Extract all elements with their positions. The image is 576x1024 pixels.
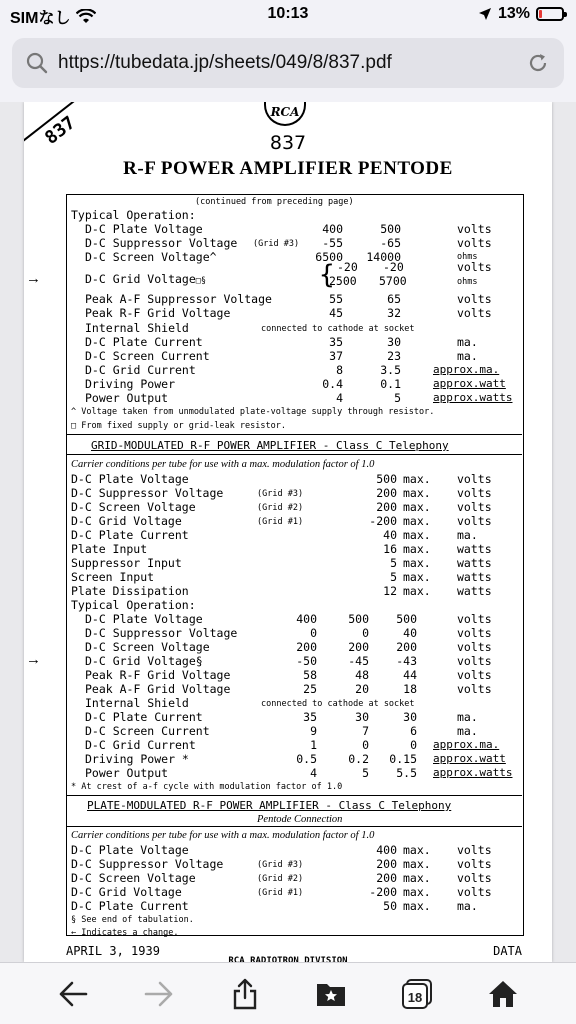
row-label: D-C Grid Voltage§ bbox=[85, 654, 203, 668]
row-label: D-C Suppressor Voltage bbox=[85, 626, 238, 640]
unit: watts bbox=[457, 556, 492, 570]
value-col-b: 0.2 bbox=[348, 752, 369, 766]
value-col-b: 32 bbox=[387, 306, 401, 320]
divider bbox=[67, 826, 522, 827]
unit: volts bbox=[457, 871, 492, 885]
clock: 10:13 bbox=[267, 5, 309, 22]
value-col-c: 30 bbox=[403, 710, 417, 724]
doc-division: RCA RADIOTRON DIVISION bbox=[228, 956, 348, 962]
status-right bbox=[478, 5, 564, 23]
value-col-a: 58 bbox=[303, 668, 317, 682]
row-note: (Grid #3) bbox=[257, 489, 304, 499]
unit: volts bbox=[457, 500, 492, 514]
value-col-b: 65 bbox=[387, 292, 401, 306]
unit: approx.watt bbox=[433, 752, 506, 765]
unit: volts bbox=[457, 626, 492, 640]
back-arrow-icon bbox=[58, 981, 88, 1007]
unit: volts bbox=[457, 885, 492, 899]
max-value: 400 bbox=[376, 843, 397, 857]
max-label: max. bbox=[403, 472, 431, 486]
note-square: □ From fixed supply or grid-leak resistor. bbox=[71, 421, 286, 431]
unit: volts bbox=[457, 843, 492, 857]
row-label: D-C Screen Voltage bbox=[71, 871, 196, 885]
tabs-icon bbox=[401, 978, 433, 1010]
tube-number: 837 bbox=[269, 132, 307, 154]
value-col-b: 20 bbox=[355, 682, 369, 696]
row-label: Suppressor Input bbox=[71, 556, 182, 570]
max-value: 200 bbox=[376, 500, 397, 514]
unit: volts bbox=[457, 640, 492, 654]
row-label: Plate Dissipation bbox=[71, 584, 189, 598]
grid-val-b1: -20 bbox=[383, 260, 404, 274]
max-value: 5 bbox=[390, 556, 397, 570]
note-star: * At crest of a-f cycle with modulation factor of 1.0 bbox=[71, 782, 343, 792]
value-col-c: 18 bbox=[403, 682, 417, 696]
unit: watts bbox=[457, 542, 492, 556]
max-label: max. bbox=[403, 584, 431, 598]
value-col-a: 35 bbox=[303, 710, 317, 724]
section-3-title: PLATE-MODULATED R-F POWER AMPLIFIER - Class C Telephony bbox=[87, 799, 452, 812]
max-value: 50 bbox=[383, 899, 397, 913]
value-col-b: 48 bbox=[355, 668, 369, 682]
row-label: Plate Input bbox=[71, 542, 148, 556]
grid-val-b2: 5700 bbox=[379, 274, 407, 288]
row-label: Peak A-F Suppressor Voltage bbox=[85, 292, 272, 306]
value-col-a: 4 bbox=[336, 391, 343, 405]
value-col-a: 0 bbox=[310, 626, 317, 640]
max-label: max. bbox=[403, 542, 431, 556]
back-button[interactable] bbox=[51, 972, 95, 1016]
value-col-a: 400 bbox=[296, 612, 317, 626]
max-label: max. bbox=[403, 871, 431, 885]
section-2-title: GRID-MODULATED R-F POWER AMPLIFIER - Class C Telephony bbox=[91, 439, 449, 452]
unit: volts bbox=[457, 612, 492, 626]
row-label: Screen Input bbox=[71, 570, 155, 584]
value-col-b: 500 bbox=[380, 222, 401, 236]
unit: volts bbox=[457, 222, 492, 236]
row-label: D-C Plate Current bbox=[71, 528, 189, 542]
row-label: D-C Screen Current bbox=[85, 349, 210, 363]
typical-operation-heading: Typical Operation: bbox=[71, 208, 196, 222]
max-value: 200 bbox=[376, 486, 397, 500]
bookmarks-button[interactable] bbox=[309, 972, 353, 1016]
unit: volts bbox=[457, 857, 492, 871]
unit: ma. bbox=[457, 349, 478, 363]
row-label: D-C Grid Current bbox=[85, 738, 196, 752]
value-col-a: 0.4 bbox=[322, 377, 343, 391]
grid-unit-1: volts bbox=[457, 260, 492, 274]
value-col-a: -50 bbox=[296, 654, 317, 668]
row-label: Peak A-F Grid Voltage bbox=[85, 682, 231, 696]
value-col-a: 6500 bbox=[315, 250, 343, 264]
carrier-label: SIMなし bbox=[10, 10, 71, 27]
row-label: D-C Plate Voltage bbox=[71, 843, 189, 857]
value-col-a: 0.5 bbox=[296, 752, 317, 766]
value-col-a: 4 bbox=[310, 766, 317, 780]
unit: volts bbox=[457, 236, 492, 250]
carrier-conditions-3: Carrier conditions per tube for use with a max. modulation factor of 1.0 bbox=[71, 830, 375, 841]
value-col-c: 6 bbox=[410, 724, 417, 738]
unit: approx.ma. bbox=[433, 738, 500, 751]
row-label: D-C Screen Voltage bbox=[85, 640, 210, 654]
row-label: D-C Plate Current bbox=[85, 335, 203, 349]
page-title: R-F POWER AMPLIFIER PENTODE bbox=[123, 158, 453, 179]
max-value: 40 bbox=[383, 528, 397, 542]
max-label: max. bbox=[403, 528, 431, 542]
home-icon bbox=[487, 979, 519, 1009]
row-label: D-C Screen Voltage bbox=[71, 500, 196, 514]
value-col-a: 25 bbox=[303, 682, 317, 696]
value-col-c: 200 bbox=[396, 640, 417, 654]
value-col-a: 9 bbox=[310, 724, 317, 738]
bookmarks-folder-icon bbox=[315, 980, 347, 1008]
location-arrow-icon bbox=[478, 7, 492, 21]
value-col-a: 1 bbox=[310, 738, 317, 752]
unit: ma. bbox=[457, 528, 478, 542]
max-label: max. bbox=[403, 570, 431, 584]
value-col-b: 0.1 bbox=[380, 377, 401, 391]
value-col-a: 37 bbox=[329, 349, 343, 363]
grid-voltage-marks: □§ bbox=[195, 276, 207, 286]
row-label: D-C Plate Voltage bbox=[85, 222, 203, 236]
address-bar-area bbox=[0, 30, 576, 102]
value-col-a: -55 bbox=[322, 236, 343, 250]
value-col-b: 3.5 bbox=[380, 363, 401, 377]
row-label: D-C Suppressor Voltage bbox=[71, 857, 224, 871]
row-note: (Grid #3) bbox=[253, 239, 300, 249]
unit: volts bbox=[457, 668, 492, 682]
max-label: max. bbox=[403, 556, 431, 570]
value-col-a: 200 bbox=[296, 640, 317, 654]
row-label: D-C Grid Voltage bbox=[71, 885, 182, 899]
url-text[interactable]: https://tubedata.jp/sheets/049/8/837.pdf bbox=[58, 52, 392, 73]
value-col-b: 30 bbox=[355, 710, 369, 724]
value-col-b: 7 bbox=[362, 724, 369, 738]
row-note: (Grid #1) bbox=[257, 517, 304, 527]
address-bar[interactable] bbox=[12, 38, 564, 88]
max-label: max. bbox=[403, 885, 431, 899]
section-3-subtitle: Pentode Connection bbox=[257, 814, 343, 825]
row-label: D-C Plate Voltage bbox=[85, 612, 203, 626]
grid-val-a1: -20 bbox=[337, 260, 358, 274]
continued-note: (continued from preceding page) bbox=[195, 197, 354, 207]
home-button[interactable] bbox=[481, 972, 525, 1016]
row-label: Driving Power * bbox=[85, 752, 189, 766]
row-label: D-C Plate Current bbox=[85, 710, 203, 724]
max-value: -200 bbox=[369, 885, 397, 899]
divider bbox=[67, 795, 522, 796]
row-label: D-C Screen Current bbox=[85, 724, 210, 738]
value-col-c: 0.15 bbox=[389, 752, 417, 766]
note-section: § See end of tabulation. bbox=[71, 915, 194, 925]
doc-data-label: DATA bbox=[493, 944, 522, 958]
value-col-c: 500 bbox=[396, 612, 417, 626]
divider bbox=[67, 454, 522, 455]
forward-button[interactable] bbox=[137, 972, 181, 1016]
row-label: D-C Screen Voltage^ bbox=[85, 250, 217, 264]
value-col-b: 5 bbox=[394, 391, 401, 405]
max-value: 5 bbox=[390, 570, 397, 584]
max-label: max. bbox=[403, 857, 431, 871]
value-col-a: 400 bbox=[322, 222, 343, 236]
value-col-b: 500 bbox=[348, 612, 369, 626]
row-label: D-C Plate Current bbox=[71, 899, 189, 913]
value-col-a: 8 bbox=[336, 363, 343, 377]
note-triangle: ^ Voltage taken from unmodulated plate-voltage supply through resistor. bbox=[71, 407, 435, 417]
battery-icon bbox=[536, 7, 564, 21]
unit: approx.watts bbox=[433, 766, 513, 779]
search-icon bbox=[26, 52, 48, 74]
note-change: ← Indicates a change. bbox=[71, 928, 179, 938]
battery-level bbox=[539, 10, 542, 18]
share-icon bbox=[231, 978, 259, 1010]
status-bar bbox=[0, 0, 576, 30]
shield-label-1: Internal Shield bbox=[85, 321, 189, 335]
pdf-page bbox=[24, 102, 552, 962]
row-label: Driving Power bbox=[85, 377, 176, 391]
value-col-b: 30 bbox=[387, 335, 401, 349]
unit: volts bbox=[457, 472, 492, 486]
max-label: max. bbox=[403, 899, 431, 913]
grid-val-a2: 2500 bbox=[329, 274, 357, 288]
unit: volts bbox=[457, 306, 492, 320]
row-label: Power Output bbox=[85, 391, 169, 405]
value-col-c: 0 bbox=[410, 738, 417, 752]
unit: volts bbox=[457, 292, 492, 306]
value-col-c: 40 bbox=[403, 626, 417, 640]
value-col-b: -45 bbox=[348, 654, 369, 668]
unit: watts bbox=[457, 584, 492, 598]
value-col-a: 45 bbox=[329, 306, 343, 320]
value-col-b: 5 bbox=[362, 766, 369, 780]
unit: approx.watt bbox=[433, 377, 506, 390]
row-note: (Grid #3) bbox=[257, 860, 304, 870]
tabs-count: 18 bbox=[407, 989, 423, 1005]
shield-value-2: connected to cathode at socket bbox=[261, 699, 415, 709]
shield-label-2: Internal Shield bbox=[85, 696, 189, 710]
max-value: -200 bbox=[369, 514, 397, 528]
grid-voltage-label bbox=[85, 272, 206, 288]
tabs-button[interactable] bbox=[395, 972, 439, 1016]
unit: approx.ma. bbox=[433, 363, 500, 376]
row-label: D-C Suppressor Voltage bbox=[85, 236, 238, 250]
battery-percent: 13% bbox=[497, 5, 530, 22]
row-note: (Grid #2) bbox=[257, 503, 304, 513]
reload-icon[interactable] bbox=[526, 51, 550, 75]
grid-unit-2: ohms bbox=[457, 277, 478, 287]
divider bbox=[67, 434, 522, 435]
value-col-a: 55 bbox=[329, 292, 343, 306]
unit: ma. bbox=[457, 724, 478, 738]
unit: approx.watts bbox=[433, 391, 513, 404]
browser-toolbar bbox=[0, 962, 576, 1024]
row-note: (Grid #2) bbox=[257, 874, 304, 884]
row-label: D-C Grid Voltage bbox=[71, 514, 182, 528]
max-value: 16 bbox=[383, 542, 397, 556]
value-col-c: 5.5 bbox=[396, 766, 417, 780]
row-label: D-C Plate Voltage bbox=[71, 472, 189, 486]
change-arrow-icon: → bbox=[26, 270, 41, 287]
unit: ma. bbox=[457, 710, 478, 724]
row-label: Peak R-F Grid Voltage bbox=[85, 306, 231, 320]
value-col-b: 23 bbox=[387, 349, 401, 363]
share-button[interactable] bbox=[223, 972, 267, 1016]
row-label: D-C Grid Current bbox=[85, 363, 196, 377]
value-col-c: -43 bbox=[396, 654, 417, 668]
value-col-c: 44 bbox=[403, 668, 417, 682]
row-label: D-C Suppressor Voltage bbox=[71, 486, 224, 500]
max-value: 200 bbox=[376, 857, 397, 871]
doc-date: APRIL 3, 1939 bbox=[66, 944, 160, 958]
unit: watts bbox=[457, 570, 492, 584]
max-value: 12 bbox=[383, 584, 397, 598]
value-col-b: 0 bbox=[362, 738, 369, 752]
pdf-viewer[interactable] bbox=[0, 102, 576, 962]
unit: ma. bbox=[457, 899, 478, 913]
data-table-frame bbox=[66, 194, 524, 936]
value-col-b: -65 bbox=[380, 236, 401, 250]
rca-logo: RCA bbox=[264, 102, 306, 126]
typical-operation-heading-2: Typical Operation: bbox=[71, 598, 196, 612]
brace: { bbox=[319, 260, 335, 290]
value-col-a: 35 bbox=[329, 335, 343, 349]
unit: volts bbox=[457, 514, 492, 528]
unit: volts bbox=[457, 682, 492, 696]
unit: volts bbox=[457, 654, 492, 668]
max-label: max. bbox=[403, 514, 431, 528]
unit: volts bbox=[457, 486, 492, 500]
max-label: max. bbox=[403, 486, 431, 500]
value-col-b: 14000 bbox=[366, 250, 401, 264]
max-label: max. bbox=[403, 843, 431, 857]
corner-tube-number: 837 bbox=[40, 112, 80, 149]
max-label: max. bbox=[403, 500, 431, 514]
forward-arrow-icon bbox=[144, 981, 174, 1007]
row-note: (Grid #1) bbox=[257, 888, 304, 898]
change-arrow-icon: → bbox=[26, 651, 41, 668]
row-label: Peak R-F Grid Voltage bbox=[85, 668, 231, 682]
row-label: Power Output bbox=[85, 766, 169, 780]
value-col-b: 0 bbox=[362, 626, 369, 640]
grid-voltage-text: D-C Grid Voltage bbox=[85, 272, 196, 286]
max-value: 500 bbox=[376, 472, 397, 486]
value-col-b: 200 bbox=[348, 640, 369, 654]
unit: ohms bbox=[457, 252, 478, 262]
unit: ma. bbox=[457, 335, 478, 349]
carrier-conditions-2: Carrier conditions per tube for use with a max. modulation factor of 1.0 bbox=[71, 459, 375, 470]
shield-value-1: connected to cathode at socket bbox=[261, 324, 415, 334]
max-value: 200 bbox=[376, 871, 397, 885]
